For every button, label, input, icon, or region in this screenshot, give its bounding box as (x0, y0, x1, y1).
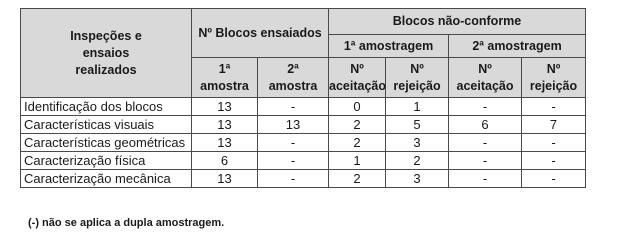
cell-reject-1: 2 (386, 152, 449, 170)
table-row (21, 98, 586, 116)
header-second-sample (258, 58, 329, 98)
table-row (21, 116, 586, 134)
header-second-sampling: 2ª amostragem (449, 35, 586, 58)
cell-reject-2: - (522, 98, 586, 116)
cell-accept-2: - (449, 152, 522, 170)
cell-accept-1: 0 (329, 98, 386, 116)
cell-second-sample: - (258, 134, 329, 152)
table-row (21, 134, 586, 152)
table-footnote: (-) não se aplica a dupla amostragem. (28, 217, 225, 229)
cell-accept-1: 2 (329, 170, 386, 188)
header-first-sample (192, 58, 258, 98)
header-blocks-tested: Nº Blocos ensaiados (192, 9, 329, 58)
row-label: Características visuais (21, 116, 192, 134)
cell-accept-1: 2 (329, 116, 386, 134)
header-reject-1 (386, 58, 449, 98)
header-second-sample-line-1: 2ª (287, 61, 299, 76)
row-label: Características geométricas (21, 134, 192, 152)
cell-reject-2: 7 (522, 116, 586, 134)
cell-reject-2: - (522, 134, 586, 152)
header-accept-1-line-1: Nº (350, 61, 364, 76)
cell-first-sample: 13 (192, 134, 258, 152)
header-nonconforming: Blocos não-conforme (329, 9, 586, 35)
cell-second-sample: - (258, 170, 329, 188)
header-reject-1-line-1: Nº (410, 61, 424, 76)
header-first-sample-line-1: 1ª (218, 61, 231, 76)
cell-second-sample: - (258, 98, 329, 116)
header-inspections (21, 9, 192, 98)
cell-first-sample: 13 (192, 98, 258, 116)
cell-accept-1: 2 (329, 134, 386, 152)
cell-reject-2: - (522, 170, 586, 188)
row-label: Identificação dos blocos (21, 98, 192, 116)
header-accept-2-line-2: aceitação (456, 78, 514, 93)
header-reject-2-line-1: Nº (546, 61, 561, 76)
row-label: Caracterização física (21, 152, 192, 170)
header-accept-1 (329, 58, 386, 98)
cell-reject-1: 3 (386, 134, 449, 152)
inspection-results-table (20, 8, 586, 188)
cell-first-sample: 13 (192, 170, 258, 188)
cell-reject-1: 3 (386, 170, 449, 188)
cell-reject-1: 1 (386, 98, 449, 116)
header-second-sample-line-2: amostra (268, 78, 318, 93)
header-accept-1-line-2: aceitação (329, 78, 386, 93)
header-reject-2-line-2: rejeição (529, 78, 578, 93)
cell-reject-1: 5 (386, 116, 449, 134)
table-row (21, 152, 586, 170)
cell-accept-1: 1 (329, 152, 386, 170)
header-reject-1-line-2: rejeição (393, 78, 441, 93)
cell-second-sample: 13 (258, 116, 329, 134)
cell-accept-2: - (449, 98, 522, 116)
cell-first-sample: 13 (192, 116, 258, 134)
header-accept-2 (449, 58, 522, 98)
header-inspections-line-2: ensaios (82, 45, 130, 60)
header-accept-2-line-1: Nº (478, 61, 492, 76)
cell-first-sample: 6 (192, 152, 258, 170)
cell-reject-2: - (522, 152, 586, 170)
header-reject-2 (522, 58, 586, 98)
cell-accept-2: - (449, 134, 522, 152)
header-inspections-line-3: realizados (75, 62, 137, 77)
table-row (21, 170, 586, 188)
cell-accept-2: 6 (449, 116, 522, 134)
header-inspections-line-1: Inspeções e (70, 28, 142, 43)
row-label: Caracterização mecânica (21, 170, 192, 188)
header-first-sampling: 1ª amostragem (329, 35, 449, 58)
cell-accept-2: - (449, 170, 522, 188)
cell-second-sample: - (258, 152, 329, 170)
header-first-sample-line-2: amostra (200, 78, 249, 93)
